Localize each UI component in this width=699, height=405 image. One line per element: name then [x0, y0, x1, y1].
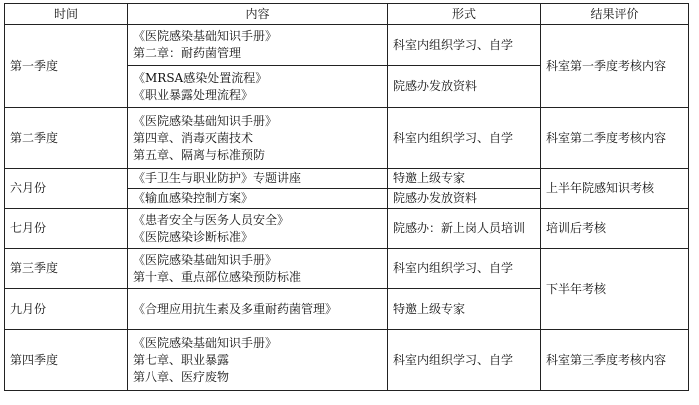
table-row [5, 249, 689, 289]
content-cell [128, 209, 388, 249]
content-line: 《职业暴露处理流程》 [133, 87, 254, 102]
form-cell: 院感办：新上岗人员培训 [388, 209, 541, 249]
period-cell: 九月份 [5, 289, 128, 330]
content-line: 第七章、职业暴露 [133, 352, 230, 367]
header-row [5, 4, 689, 25]
table-row [5, 25, 689, 66]
content-line: 第二章：耐药菌管理 [133, 46, 242, 60]
content-cell [128, 330, 388, 391]
content-line: 《MRSA感染处置流程》 [133, 70, 268, 85]
table-row [5, 108, 689, 169]
form-cell: 科室内组织学习、自学 [388, 249, 541, 289]
form-cell: 科室内组织学习、自学 [388, 330, 541, 391]
header-form: 形式 [388, 4, 541, 25]
period-cell: 第二季度 [5, 108, 128, 169]
content-line: 第八章、医疗废物 [133, 369, 230, 384]
content-line: 《患者安全与医务人员安全》 [133, 212, 290, 227]
period-cell: 六月份 [5, 169, 128, 209]
form-cell: 院感办发放资料 [388, 189, 541, 209]
form-cell: 科室内组织学习、自学 [388, 25, 541, 66]
table-row [5, 169, 689, 189]
content-cell: 《输血感染控制方案》 [128, 189, 388, 209]
evaluation-cell: 科室第一季度考核内容 [541, 25, 689, 108]
content-cell [128, 108, 388, 169]
header-time: 时间 [5, 4, 128, 25]
evaluation-cell: 培训后考核 [541, 209, 689, 249]
form-cell: 院感办发放资料 [388, 66, 541, 108]
header-evaluation: 结果评价 [541, 4, 689, 25]
form-cell: 特邀上级专家 [388, 169, 541, 189]
content-line: 《医院感染基础知识手册》 [133, 252, 278, 267]
content-line: 第四章、消毒灭菌技术 [133, 130, 254, 145]
content-cell [128, 66, 388, 108]
table-row [5, 330, 689, 391]
content-cell [128, 25, 388, 66]
content-line: 《医院感染基础知识手册》 [133, 113, 278, 128]
content-line: 《医院感染基础知识手册》 [133, 335, 278, 350]
evaluation-cell: 上半年院感知识考核 [541, 169, 689, 209]
evaluation-cell: 下半年考核 [541, 249, 689, 330]
content-line: 第十章、重点部位感染预防标准 [133, 269, 302, 284]
period-cell: 第一季度 [5, 25, 128, 108]
content-line: 《医院感染诊断标准》 [133, 229, 254, 244]
form-cell: 科室内组织学习、自学 [388, 108, 541, 169]
content-cell: 《手卫生与职业防护》专题讲座 [128, 169, 388, 189]
content-line: 第五章、隔离与标准预防 [133, 147, 266, 162]
table-row [5, 209, 689, 249]
content-line: 《医院感染基础知识手册》 [133, 29, 278, 43]
period-cell: 第四季度 [5, 330, 128, 391]
form-cell: 特邀上级专家 [388, 289, 541, 330]
period-cell: 七月份 [5, 209, 128, 249]
content-cell: 《合理应用抗生素及多重耐药菌管理》 [128, 289, 388, 330]
header-content: 内容 [128, 4, 388, 25]
period-cell: 第三季度 [5, 249, 128, 289]
content-cell [128, 249, 388, 289]
evaluation-cell: 科室第二季度考核内容 [541, 108, 689, 169]
training-plan-table [4, 3, 689, 391]
evaluation-cell: 科室第三季度考核内容 [541, 330, 689, 391]
